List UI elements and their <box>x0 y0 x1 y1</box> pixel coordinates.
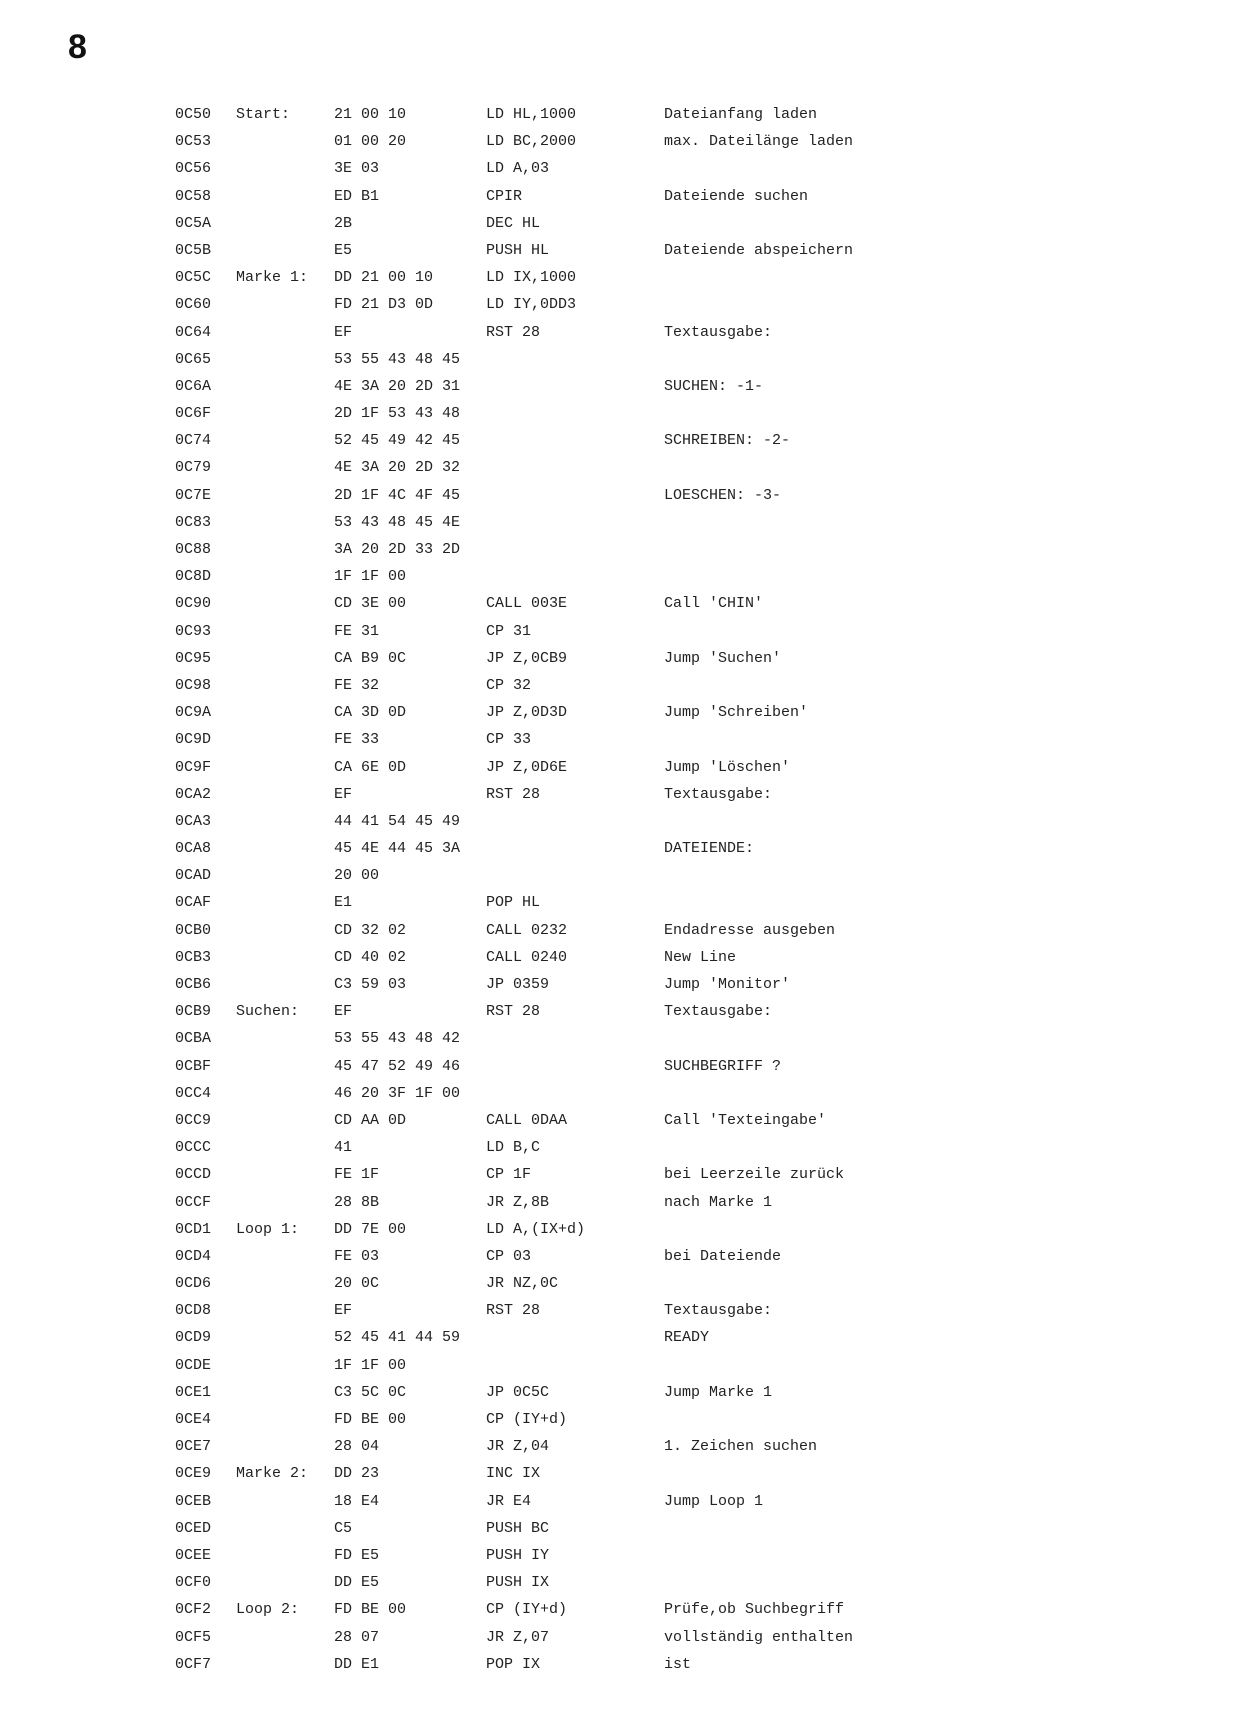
listing-line <box>0 1626 1239 1653</box>
listing-line <box>0 185 1239 212</box>
hex-code-cell: C3 5C 0C <box>334 1383 407 1401</box>
listing-line <box>0 1326 1239 1353</box>
comment-cell: nach Marke 1 <box>664 1193 773 1211</box>
comment-cell: bei Leerzeile zurück <box>664 1166 845 1184</box>
comment-cell: Jump 'Monitor' <box>664 976 791 993</box>
listing-line <box>0 1218 1239 1245</box>
mnemonic-cell: LD BC,2000 <box>486 133 577 151</box>
mnemonic-cell: JP Z,0D3D <box>486 704 568 722</box>
label-cell: Loop 2: <box>236 1601 300 1619</box>
listing-line <box>0 1544 1239 1571</box>
hex-code-cell: 21 00 10 <box>334 106 407 123</box>
listing-line <box>0 1462 1239 1489</box>
mnemonic-cell: JR NZ,0C <box>486 1275 559 1293</box>
listing-line <box>0 293 1239 320</box>
hex-code-cell: 2B <box>334 214 353 232</box>
mnemonic-cell: CP 1F <box>486 1166 532 1184</box>
listing-line <box>0 810 1239 837</box>
hex-code-cell: DD 23 <box>334 1465 380 1483</box>
mnemonic-cell: LD IX,1000 <box>486 269 577 287</box>
hex-code-cell: CD 32 02 <box>334 921 407 939</box>
comment-cell: SCHREIBEN: -2- <box>664 432 791 450</box>
comment-cell: DATEIENDE: <box>664 840 755 858</box>
mnemonic-cell: RST 28 <box>486 1003 541 1021</box>
address-cell: 0CC9 <box>175 1111 212 1129</box>
hex-code-cell: 2D 1F 4C 4F 45 <box>334 486 461 504</box>
mnemonic-cell: CALL 0240 <box>486 948 568 966</box>
address-cell: 0CC4 <box>175 1084 212 1102</box>
address-cell: 0CED <box>175 1519 212 1537</box>
page-number: 8 <box>68 28 87 66</box>
hex-code-cell: DD E5 <box>334 1574 380 1592</box>
mnemonic-cell: CPIR <box>486 187 523 205</box>
hex-code-cell: FD 21 D3 0D <box>334 296 434 314</box>
comment-cell: Textausgabe: <box>664 1302 773 1320</box>
hex-code-cell: 20 0C <box>334 1275 380 1293</box>
mnemonic-cell: RST 28 <box>486 323 541 341</box>
address-cell: 0CAD <box>175 867 212 885</box>
hex-code-cell: 4E 3A 20 2D 31 <box>334 377 461 395</box>
mnemonic-cell: POP HL <box>486 894 541 912</box>
hex-code-cell: EF <box>334 785 353 803</box>
address-cell: 0C88 <box>175 541 212 558</box>
label-cell: Start: <box>236 106 291 123</box>
hex-code-cell: CA 6E 0D <box>334 758 407 776</box>
listing-line <box>0 1381 1239 1408</box>
mnemonic-cell: CP (IY+d) <box>486 1411 568 1428</box>
comment-cell: SUCHEN: -1- <box>664 377 764 395</box>
hex-code-cell: 20 00 <box>334 867 380 885</box>
hex-code-cell: 28 04 <box>334 1438 380 1456</box>
listing-line <box>0 891 1239 918</box>
comment-cell: Prüfe,ob Suchbegriff <box>664 1601 845 1619</box>
mnemonic-cell: LD HL,1000 <box>486 106 577 123</box>
address-cell: 0C56 <box>175 160 212 178</box>
address-cell: 0C93 <box>175 622 212 640</box>
listing-line <box>0 484 1239 511</box>
comment-cell: Textausgabe: <box>664 323 773 341</box>
listing-line <box>0 1055 1239 1082</box>
hex-code-cell: C5 <box>334 1519 353 1537</box>
mnemonic-cell: CALL 0232 <box>486 921 568 939</box>
listing-line <box>0 1191 1239 1218</box>
mnemonic-cell: CALL 0DAA <box>486 1111 568 1129</box>
listing-line <box>0 103 1239 130</box>
address-cell: 0C53 <box>175 133 212 151</box>
listing-line <box>0 212 1239 239</box>
listing-line <box>0 1000 1239 1027</box>
hex-code-cell: ED B1 <box>334 187 380 205</box>
address-cell: 0CA2 <box>175 785 212 803</box>
comment-cell: 1. Zeichen suchen <box>664 1438 818 1456</box>
mnemonic-cell: JR E4 <box>486 1492 532 1510</box>
listing-line <box>0 701 1239 728</box>
address-cell: 0CBA <box>175 1030 212 1048</box>
comment-cell: READY <box>664 1329 710 1347</box>
address-cell: 0C5B <box>175 241 212 259</box>
hex-code-cell: C3 59 03 <box>334 976 407 993</box>
comment-cell: SUCHBEGRIFF ? <box>664 1057 782 1075</box>
listing-line <box>0 973 1239 1000</box>
mnemonic-cell: RST 28 <box>486 785 541 803</box>
hex-code-cell: 53 55 43 48 45 <box>334 350 461 368</box>
mnemonic-cell: LD A,(IX+d) <box>486 1220 586 1238</box>
address-cell: 0CB3 <box>175 948 212 966</box>
listing-line <box>0 620 1239 647</box>
mnemonic-cell: CP 33 <box>486 731 532 749</box>
hex-code-cell: 3A 20 2D 33 2D <box>334 541 461 558</box>
address-cell: 0C95 <box>175 649 212 667</box>
comment-cell: Jump 'Suchen' <box>664 649 782 667</box>
listing-line <box>0 1027 1239 1054</box>
listing-line <box>0 919 1239 946</box>
address-cell: 0CD1 <box>175 1220 212 1238</box>
listing-line <box>0 837 1239 864</box>
comment-cell: Jump 'Schreiben' <box>664 704 809 722</box>
hex-code-cell: FE 31 <box>334 622 380 640</box>
listing-line <box>0 592 1239 619</box>
hex-code-cell: 44 41 54 45 49 <box>334 812 461 830</box>
comment-cell: Jump Loop 1 <box>664 1492 764 1510</box>
listing-line <box>0 1354 1239 1381</box>
listing-line <box>0 375 1239 402</box>
listing-line <box>0 1653 1239 1680</box>
address-cell: 0C83 <box>175 513 212 531</box>
mnemonic-cell: JP Z,0CB9 <box>486 649 568 667</box>
listing-line <box>0 239 1239 266</box>
listing-line <box>0 1272 1239 1299</box>
address-cell: 0CB9 <box>175 1003 212 1021</box>
address-cell: 0C58 <box>175 187 212 205</box>
hex-code-cell: CA B9 0C <box>334 649 407 667</box>
listing-line <box>0 1245 1239 1272</box>
address-cell: 0CA8 <box>175 840 212 858</box>
address-cell: 0CE1 <box>175 1383 212 1401</box>
comment-cell: Call 'Texteingabe' <box>664 1111 827 1129</box>
hex-code-cell: DD 7E 00 <box>334 1220 407 1238</box>
address-cell: 0C9D <box>175 731 212 749</box>
hex-code-cell: 53 55 43 48 42 <box>334 1030 461 1048</box>
address-cell: 0C9A <box>175 704 212 722</box>
hex-code-cell: 52 45 49 42 45 <box>334 432 461 450</box>
mnemonic-cell: CP 31 <box>486 622 532 640</box>
address-cell: 0CF7 <box>175 1655 212 1673</box>
address-cell: 0CAF <box>175 894 212 912</box>
mnemonic-cell: INC IX <box>486 1465 541 1483</box>
address-cell: 0CCF <box>175 1193 212 1211</box>
hex-code-cell: 18 E4 <box>334 1492 380 1510</box>
address-cell: 0C50 <box>175 106 212 123</box>
mnemonic-cell: LD IY,0DD3 <box>486 296 577 314</box>
address-cell: 0CF5 <box>175 1628 212 1646</box>
mnemonic-cell: CP 03 <box>486 1247 532 1265</box>
hex-code-cell: E5 <box>334 241 353 259</box>
comment-cell: Jump Marke 1 <box>664 1383 773 1401</box>
listing-line <box>0 1571 1239 1598</box>
comment-cell: LOESCHEN: -3- <box>664 486 782 504</box>
address-cell: 0C90 <box>175 595 212 613</box>
address-cell: 0C65 <box>175 350 212 368</box>
listing-line <box>0 783 1239 810</box>
mnemonic-cell: RST 28 <box>486 1302 541 1320</box>
hex-code-cell: FE 32 <box>334 676 380 694</box>
hex-code-cell: CD 40 02 <box>334 948 407 966</box>
comment-cell: Dateiende abspeichern <box>664 241 854 259</box>
comment-cell: ist <box>664 1655 692 1673</box>
hex-code-cell: FE 1F <box>334 1166 380 1184</box>
address-cell: 0CA3 <box>175 812 212 830</box>
address-cell: 0CBF <box>175 1057 212 1075</box>
hex-code-cell: 41 <box>334 1139 353 1157</box>
listing-line <box>0 674 1239 701</box>
mnemonic-cell: DEC HL <box>486 214 541 232</box>
label-cell: Marke 1: <box>236 269 309 287</box>
assembly-listing <box>0 103 1239 1680</box>
mnemonic-cell: CALL 003E <box>486 595 568 613</box>
address-cell: 0CF0 <box>175 1574 212 1592</box>
hex-code-cell: FD BE 00 <box>334 1601 407 1619</box>
hex-code-cell: FD BE 00 <box>334 1411 407 1428</box>
comment-cell: Call 'CHIN' <box>664 595 764 613</box>
address-cell: 0C8D <box>175 568 212 586</box>
comment-cell: max. Dateilänge laden <box>664 133 854 151</box>
comment-cell: Dateianfang laden <box>664 106 818 123</box>
listing-line <box>0 1598 1239 1625</box>
address-cell: 0C98 <box>175 676 212 694</box>
address-cell: 0CD9 <box>175 1329 212 1347</box>
address-cell: 0C60 <box>175 296 212 314</box>
hex-code-cell: 01 00 20 <box>334 133 407 151</box>
comment-cell: Jump 'Löschen' <box>664 758 791 776</box>
hex-code-cell: 46 20 3F 1F 00 <box>334 1084 461 1102</box>
listing-line <box>0 456 1239 483</box>
hex-code-cell: 1F 1F 00 <box>334 568 407 586</box>
address-cell: 0C79 <box>175 459 212 477</box>
listing-line <box>0 1082 1239 1109</box>
hex-code-cell: FE 33 <box>334 731 380 749</box>
mnemonic-cell: JP 0359 <box>486 976 550 993</box>
listing-line <box>0 756 1239 783</box>
label-cell: Suchen: <box>236 1003 300 1021</box>
hex-code-cell: 52 45 41 44 59 <box>334 1329 461 1347</box>
comment-cell: Endadresse ausgeben <box>664 921 836 939</box>
mnemonic-cell: POP IX <box>486 1655 541 1673</box>
address-cell: 0C9F <box>175 758 212 776</box>
mnemonic-cell: LD A,03 <box>486 160 550 178</box>
hex-code-cell: CD 3E 00 <box>334 595 407 613</box>
listing-line <box>0 429 1239 456</box>
listing-line <box>0 130 1239 157</box>
address-cell: 0C6A <box>175 377 212 395</box>
address-cell: 0CE9 <box>175 1465 212 1483</box>
listing-line <box>0 402 1239 429</box>
mnemonic-cell: LD B,C <box>486 1139 541 1157</box>
listing-line <box>0 1109 1239 1136</box>
hex-code-cell: CD AA 0D <box>334 1111 407 1129</box>
hex-code-cell: 3E 03 <box>334 160 380 178</box>
comment-cell: Textausgabe: <box>664 785 773 803</box>
address-cell: 0CCD <box>175 1166 212 1184</box>
hex-code-cell: CA 3D 0D <box>334 704 407 722</box>
listing-line <box>0 1435 1239 1462</box>
mnemonic-cell: JR Z,04 <box>486 1438 550 1456</box>
hex-code-cell: E1 <box>334 894 353 912</box>
mnemonic-cell: CP (IY+d) <box>486 1601 568 1619</box>
hex-code-cell: EF <box>334 323 353 341</box>
address-cell: 0C74 <box>175 432 212 450</box>
address-cell: 0CDE <box>175 1356 212 1374</box>
hex-code-cell: 45 47 52 49 46 <box>334 1057 461 1075</box>
mnemonic-cell: PUSH HL <box>486 241 550 259</box>
listing-line <box>0 864 1239 891</box>
comment-cell: Dateiende suchen <box>664 187 809 205</box>
listing-line <box>0 157 1239 184</box>
hex-code-cell: FD E5 <box>334 1546 380 1564</box>
address-cell: 0CD6 <box>175 1275 212 1293</box>
address-cell: 0CB6 <box>175 976 212 993</box>
hex-code-cell: 4E 3A 20 2D 32 <box>334 459 461 477</box>
listing-line <box>0 728 1239 755</box>
hex-code-cell: FE 03 <box>334 1247 380 1265</box>
hex-code-cell: EF <box>334 1003 353 1021</box>
mnemonic-cell: CP 32 <box>486 676 532 694</box>
label-cell: Marke 2: <box>236 1465 309 1483</box>
address-cell: 0CB0 <box>175 921 212 939</box>
listing-line <box>0 1517 1239 1544</box>
mnemonic-cell: JP 0C5C <box>486 1383 550 1401</box>
listing-line <box>0 1136 1239 1163</box>
listing-line <box>0 266 1239 293</box>
address-cell: 0C6F <box>175 405 212 423</box>
hex-code-cell: 2D 1F 53 43 48 <box>334 405 461 423</box>
listing-line <box>0 321 1239 348</box>
listing-line <box>0 647 1239 674</box>
mnemonic-cell: PUSH IY <box>486 1546 550 1564</box>
hex-code-cell: 1F 1F 00 <box>334 1356 407 1374</box>
hex-code-cell: EF <box>334 1302 353 1320</box>
address-cell: 0CCC <box>175 1139 212 1157</box>
comment-cell: vollständig enthalten <box>664 1628 854 1646</box>
address-cell: 0CD4 <box>175 1247 212 1265</box>
mnemonic-cell: JR Z,07 <box>486 1628 550 1646</box>
listing-line <box>0 1490 1239 1517</box>
listing-line <box>0 1163 1239 1190</box>
listing-line <box>0 538 1239 565</box>
address-cell: 0CEB <box>175 1492 212 1510</box>
address-cell: 0C5C <box>175 269 212 287</box>
comment-cell: New Line <box>664 948 737 966</box>
address-cell: 0CD8 <box>175 1302 212 1320</box>
listing-line <box>0 511 1239 538</box>
listing-line <box>0 1408 1239 1435</box>
hex-code-cell: 28 8B <box>334 1193 380 1211</box>
mnemonic-cell: JR Z,8B <box>486 1193 550 1211</box>
mnemonic-cell: PUSH IX <box>486 1574 550 1592</box>
listing-line <box>0 348 1239 375</box>
hex-code-cell: 53 43 48 45 4E <box>334 513 461 531</box>
hex-code-cell: 28 07 <box>334 1628 380 1646</box>
address-cell: 0CE4 <box>175 1411 212 1428</box>
comment-cell: bei Dateiende <box>664 1247 782 1265</box>
comment-cell: Textausgabe: <box>664 1003 773 1021</box>
address-cell: 0C64 <box>175 323 212 341</box>
address-cell: 0CE7 <box>175 1438 212 1456</box>
address-cell: 0CF2 <box>175 1601 212 1619</box>
mnemonic-cell: PUSH BC <box>486 1519 550 1537</box>
address-cell: 0C7E <box>175 486 212 504</box>
listing-line <box>0 1299 1239 1326</box>
address-cell: 0C5A <box>175 214 212 232</box>
hex-code-cell: 45 4E 44 45 3A <box>334 840 461 858</box>
label-cell: Loop 1: <box>236 1220 300 1238</box>
hex-code-cell: DD E1 <box>334 1655 380 1673</box>
mnemonic-cell: JP Z,0D6E <box>486 758 568 776</box>
hex-code-cell: DD 21 00 10 <box>334 269 434 287</box>
address-cell: 0CEE <box>175 1546 212 1564</box>
listing-line <box>0 946 1239 973</box>
listing-line <box>0 565 1239 592</box>
